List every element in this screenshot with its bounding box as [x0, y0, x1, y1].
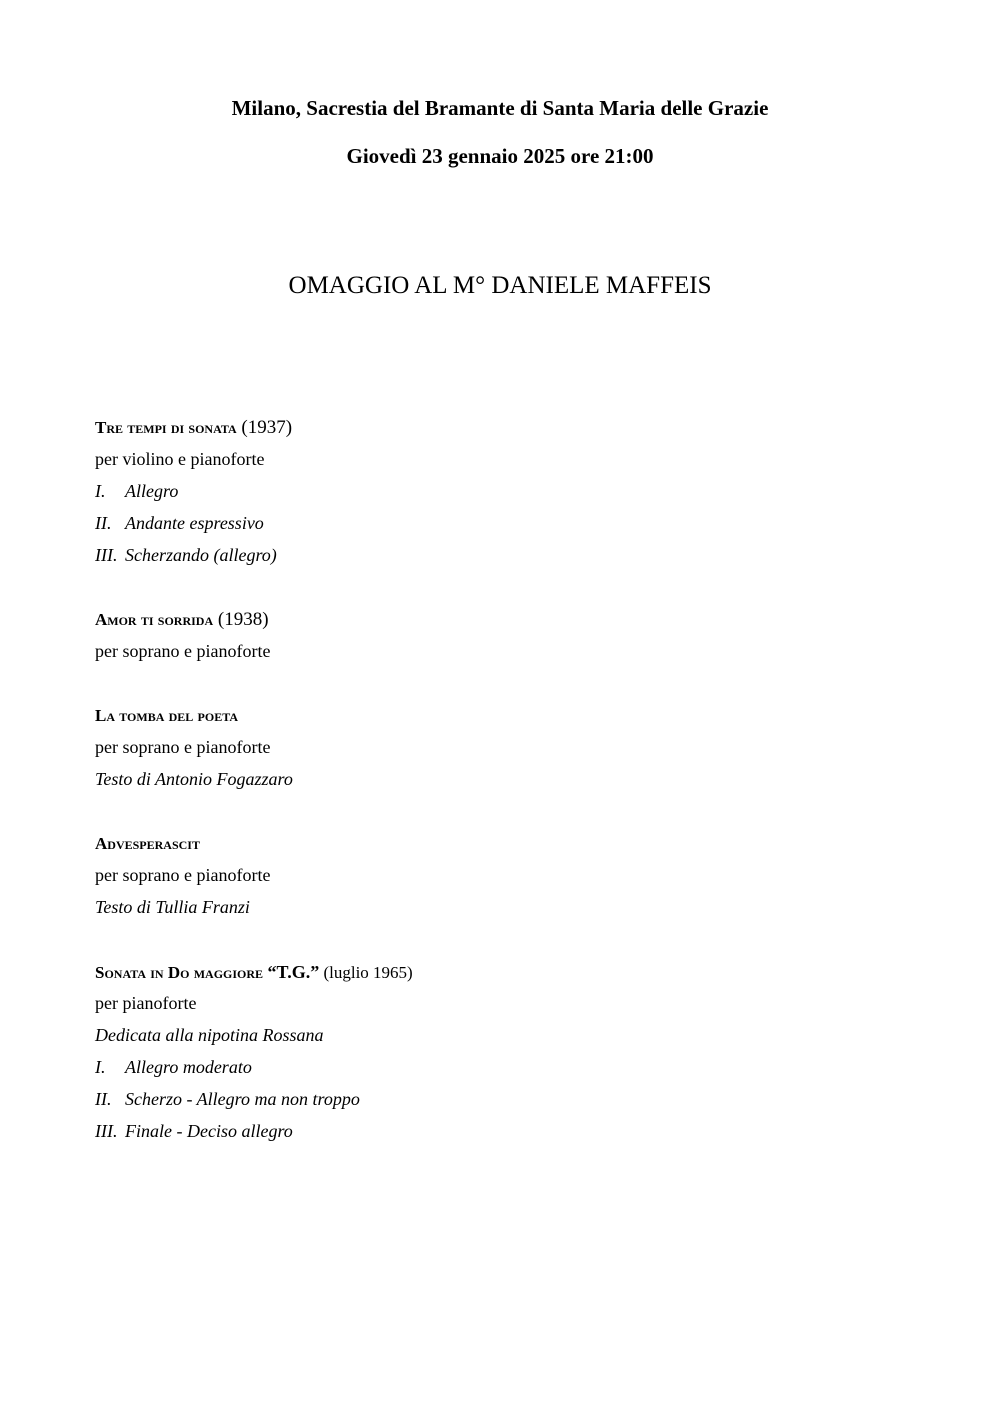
- movement-name: Finale - Deciso allegro: [125, 1121, 293, 1141]
- piece-year: (1937): [236, 417, 293, 438]
- movement-number: III.: [95, 1121, 118, 1141]
- piece-instrumentation: per soprano e pianoforte: [95, 865, 271, 885]
- piece-title-line: [95, 701, 915, 731]
- piece-subtitle: “T.G.”: [263, 962, 320, 982]
- movement-name: Scherzando (allegro): [125, 545, 277, 565]
- piece-amor-ti-sorrida: [95, 605, 915, 667]
- movement-number: II.: [95, 1089, 112, 1109]
- piece-year: (luglio 1965): [319, 963, 413, 982]
- movement-name: Allegro moderato: [125, 1057, 252, 1077]
- piece-advesperascit: [95, 829, 915, 923]
- movement-number: I.: [95, 1057, 106, 1077]
- piece-instrumentation: per soprano e pianoforte: [95, 641, 271, 661]
- piece-sonata-in-do-maggiore: [95, 957, 915, 1147]
- movement-item: [95, 1051, 915, 1083]
- piece-text-author: Testo di Antonio Fogazzaro: [95, 769, 293, 789]
- movement-name: Allegro: [125, 481, 179, 501]
- movement-number: I.: [95, 481, 106, 501]
- movement-item: [95, 507, 915, 539]
- program-list: [95, 413, 915, 1181]
- piece-year: (1938): [213, 609, 269, 630]
- piece-title-line: [95, 957, 915, 987]
- piece-instrumentation: per violino e pianoforte: [95, 449, 265, 469]
- piece-title: Advesperascit: [95, 834, 200, 853]
- movement-item: [95, 1115, 915, 1147]
- movement-name: Andante espressivo: [125, 513, 264, 533]
- venue-heading: Milano, Sacrestia del Bramante di Santa Maria delle Grazie: [231, 96, 769, 120]
- concert-date: Giovedì 23 gennaio 2025 ore 21:00: [346, 144, 654, 168]
- piece-instrumentation: per pianoforte: [95, 993, 197, 1013]
- movement-name: Scherzo - Allegro ma non troppo: [125, 1089, 360, 1109]
- concert-title: OMAGGIO AL M° DANIELE MAFFEIS: [288, 272, 712, 299]
- piece-title: Amor ti sorrida: [95, 610, 214, 629]
- movement-item: [95, 539, 915, 571]
- movement-number: III.: [95, 545, 118, 565]
- piece-title: La tomba del poeta: [95, 706, 238, 725]
- piece-title-line: [95, 605, 915, 635]
- movement-item: [95, 475, 915, 507]
- piece-text-author: Testo di Tullia Franzi: [95, 897, 250, 917]
- movement-item: [95, 1083, 915, 1115]
- piece-title-line: [95, 413, 915, 443]
- piece-la-tomba-del-poeta: [95, 701, 915, 795]
- piece-tre-tempi-di-sonata: [95, 413, 915, 571]
- piece-dedication: Dedicata alla nipotina Rossana: [95, 1025, 324, 1045]
- piece-title: Sonata in Do maggiore: [95, 963, 264, 982]
- piece-instrumentation: per soprano e pianoforte: [95, 737, 271, 757]
- piece-title-line: [95, 829, 915, 859]
- piece-title: Tre tempi di sonata: [95, 418, 237, 437]
- movement-number: II.: [95, 513, 112, 533]
